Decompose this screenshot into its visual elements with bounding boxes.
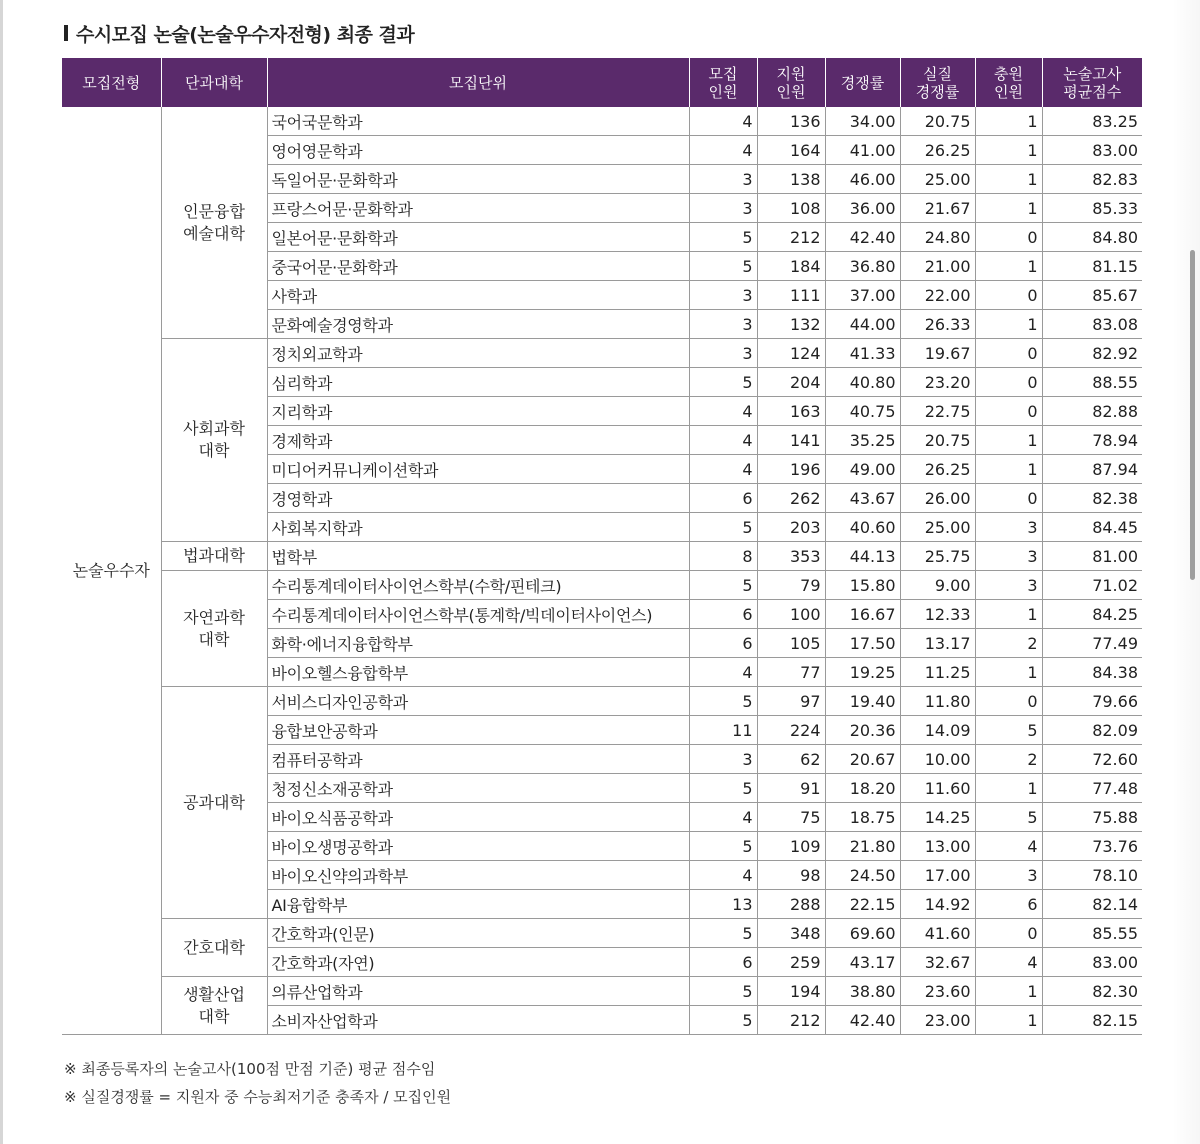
competition-rate-cell: 24.50 bbox=[825, 861, 900, 890]
essay-average-score-cell: 72.60 bbox=[1042, 745, 1142, 774]
real-competition-rate-cell: 14.25 bbox=[900, 803, 975, 832]
additional-admits-cell: 0 bbox=[975, 919, 1042, 948]
real-competition-rate-cell: 9.00 bbox=[900, 571, 975, 600]
unit-name-cell: 문화예술경영학과 bbox=[267, 310, 689, 339]
real-competition-rate-cell: 17.00 bbox=[900, 861, 975, 890]
unit-name-cell: 서비스디자인공학과 bbox=[267, 687, 689, 716]
competition-rate-cell: 42.40 bbox=[825, 223, 900, 252]
quota-cell: 5 bbox=[689, 513, 757, 542]
applicants-cell: 62 bbox=[757, 745, 825, 774]
additional-admits-cell: 4 bbox=[975, 832, 1042, 861]
essay-average-score-cell: 82.09 bbox=[1042, 716, 1142, 745]
competition-rate-cell: 42.40 bbox=[825, 1006, 900, 1035]
competition-rate-cell: 19.40 bbox=[825, 687, 900, 716]
applicants-cell: 164 bbox=[757, 136, 825, 165]
window-left-edge bbox=[0, 0, 3, 1144]
table-row bbox=[62, 919, 1142, 948]
unit-name-cell: 지리학과 bbox=[267, 397, 689, 426]
unit-name-cell: 청정신소재공학과 bbox=[267, 774, 689, 803]
essay-average-score-cell: 82.30 bbox=[1042, 977, 1142, 1006]
table-row bbox=[62, 571, 1142, 600]
quota-cell: 5 bbox=[689, 832, 757, 861]
real-competition-rate-cell: 11.25 bbox=[900, 658, 975, 687]
real-competition-rate-cell: 25.00 bbox=[900, 165, 975, 194]
applicants-cell: 98 bbox=[757, 861, 825, 890]
real-competition-rate-cell: 26.00 bbox=[900, 484, 975, 513]
essay-average-score-cell: 71.02 bbox=[1042, 571, 1142, 600]
essay-average-score-cell: 84.38 bbox=[1042, 658, 1142, 687]
applicants-cell: 353 bbox=[757, 542, 825, 571]
unit-name-cell: 영어영문학과 bbox=[267, 136, 689, 165]
table-header bbox=[62, 58, 1142, 107]
competition-rate-cell: 41.00 bbox=[825, 136, 900, 165]
unit-name-cell: 일본어문·문화학과 bbox=[267, 223, 689, 252]
admission-type-cell: 논술우수자 bbox=[62, 107, 161, 1035]
column-header: 충원 인원 bbox=[975, 58, 1042, 107]
applicants-cell: 203 bbox=[757, 513, 825, 542]
unit-name-cell: 독일어문·문화학과 bbox=[267, 165, 689, 194]
essay-average-score-cell: 83.08 bbox=[1042, 310, 1142, 339]
unit-name-cell: 바이오생명공학과 bbox=[267, 832, 689, 861]
unit-name-cell: 바이오신약의과학부 bbox=[267, 861, 689, 890]
competition-rate-cell: 44.13 bbox=[825, 542, 900, 571]
quota-cell: 3 bbox=[689, 339, 757, 368]
column-header: 논술고사 평균점수 bbox=[1042, 58, 1142, 107]
real-competition-rate-cell: 11.60 bbox=[900, 774, 975, 803]
additional-admits-cell: 5 bbox=[975, 803, 1042, 832]
unit-name-cell: 의류산업학과 bbox=[267, 977, 689, 1006]
unit-name-cell: 수리통계데이터사이언스학부(수학/핀테크) bbox=[267, 571, 689, 600]
results-table bbox=[62, 58, 1142, 1035]
applicants-cell: 109 bbox=[757, 832, 825, 861]
real-competition-rate-cell: 25.75 bbox=[900, 542, 975, 571]
applicants-cell: 136 bbox=[757, 107, 825, 136]
table-row bbox=[62, 339, 1142, 368]
quota-cell: 11 bbox=[689, 716, 757, 745]
unit-name-cell: 수리통계데이터사이언스학부(통계학/빅데이터사이언스) bbox=[267, 600, 689, 629]
essay-average-score-cell: 73.76 bbox=[1042, 832, 1142, 861]
additional-admits-cell: 1 bbox=[975, 774, 1042, 803]
essay-average-score-cell: 75.88 bbox=[1042, 803, 1142, 832]
essay-average-score-cell: 82.14 bbox=[1042, 890, 1142, 919]
essay-average-score-cell: 84.80 bbox=[1042, 223, 1142, 252]
essay-average-score-cell: 84.45 bbox=[1042, 513, 1142, 542]
additional-admits-cell: 1 bbox=[975, 194, 1042, 223]
applicants-cell: 163 bbox=[757, 397, 825, 426]
additional-admits-cell: 1 bbox=[975, 1006, 1042, 1035]
applicants-cell: 196 bbox=[757, 455, 825, 484]
real-competition-rate-cell: 10.00 bbox=[900, 745, 975, 774]
quota-cell: 4 bbox=[689, 803, 757, 832]
applicants-cell: 100 bbox=[757, 600, 825, 629]
table-row bbox=[62, 542, 1142, 571]
essay-average-score-cell: 83.00 bbox=[1042, 136, 1142, 165]
unit-name-cell: 경영학과 bbox=[267, 484, 689, 513]
quota-cell: 6 bbox=[689, 600, 757, 629]
additional-admits-cell: 3 bbox=[975, 542, 1042, 571]
column-header: 모집전형 bbox=[62, 58, 161, 107]
unit-name-cell: 화학·에너지융합학부 bbox=[267, 629, 689, 658]
competition-rate-cell: 36.00 bbox=[825, 194, 900, 223]
additional-admits-cell: 1 bbox=[975, 252, 1042, 281]
quota-cell: 5 bbox=[689, 977, 757, 1006]
table-row bbox=[62, 107, 1142, 136]
applicants-cell: 138 bbox=[757, 165, 825, 194]
applicants-cell: 108 bbox=[757, 194, 825, 223]
column-header: 단과대학 bbox=[161, 58, 267, 107]
real-competition-rate-cell: 41.60 bbox=[900, 919, 975, 948]
essay-average-score-cell: 77.49 bbox=[1042, 629, 1142, 658]
scrollbar-thumb[interactable] bbox=[1190, 250, 1195, 580]
competition-rate-cell: 43.17 bbox=[825, 948, 900, 977]
applicants-cell: 79 bbox=[757, 571, 825, 600]
competition-rate-cell: 40.75 bbox=[825, 397, 900, 426]
real-competition-rate-cell: 32.67 bbox=[900, 948, 975, 977]
unit-name-cell: AI융합학부 bbox=[267, 890, 689, 919]
unit-name-cell: 사학과 bbox=[267, 281, 689, 310]
page-edge-shadow bbox=[1172, 0, 1200, 1144]
unit-name-cell: 바이오헬스융합학부 bbox=[267, 658, 689, 687]
quota-cell: 3 bbox=[689, 194, 757, 223]
additional-admits-cell: 3 bbox=[975, 861, 1042, 890]
quota-cell: 6 bbox=[689, 484, 757, 513]
unit-name-cell: 소비자산업학과 bbox=[267, 1006, 689, 1035]
applicants-cell: 77 bbox=[757, 658, 825, 687]
quota-cell: 4 bbox=[689, 136, 757, 165]
unit-name-cell: 프랑스어문·문화학과 bbox=[267, 194, 689, 223]
table-body bbox=[62, 107, 1142, 1035]
real-competition-rate-cell: 14.09 bbox=[900, 716, 975, 745]
additional-admits-cell: 1 bbox=[975, 600, 1042, 629]
real-competition-rate-cell: 21.00 bbox=[900, 252, 975, 281]
footnote-2: ※ 실질경쟁률 = 지원자 중 수능최저기준 충족자 / 모집인원 bbox=[64, 1088, 452, 1106]
additional-admits-cell: 0 bbox=[975, 368, 1042, 397]
essay-average-score-cell: 88.55 bbox=[1042, 368, 1142, 397]
unit-name-cell: 컴퓨터공학과 bbox=[267, 745, 689, 774]
applicants-cell: 184 bbox=[757, 252, 825, 281]
additional-admits-cell: 0 bbox=[975, 687, 1042, 716]
quota-cell: 4 bbox=[689, 658, 757, 687]
essay-average-score-cell: 81.15 bbox=[1042, 252, 1142, 281]
applicants-cell: 204 bbox=[757, 368, 825, 397]
college-cell: 공과대학 bbox=[161, 687, 267, 919]
real-competition-rate-cell: 23.00 bbox=[900, 1006, 975, 1035]
additional-admits-cell: 1 bbox=[975, 136, 1042, 165]
additional-admits-cell: 2 bbox=[975, 745, 1042, 774]
column-header: 실질 경쟁률 bbox=[900, 58, 975, 107]
unit-name-cell: 국어국문학과 bbox=[267, 107, 689, 136]
real-competition-rate-cell: 25.00 bbox=[900, 513, 975, 542]
real-competition-rate-cell: 13.17 bbox=[900, 629, 975, 658]
additional-admits-cell: 0 bbox=[975, 223, 1042, 252]
applicants-cell: 91 bbox=[757, 774, 825, 803]
competition-rate-cell: 46.00 bbox=[825, 165, 900, 194]
college-cell: 자연과학 대학 bbox=[161, 571, 267, 687]
unit-name-cell: 정치외교학과 bbox=[267, 339, 689, 368]
quota-cell: 5 bbox=[689, 571, 757, 600]
applicants-cell: 75 bbox=[757, 803, 825, 832]
unit-name-cell: 미디어커뮤니케이션학과 bbox=[267, 455, 689, 484]
unit-name-cell: 사회복지학과 bbox=[267, 513, 689, 542]
real-competition-rate-cell: 13.00 bbox=[900, 832, 975, 861]
quota-cell: 5 bbox=[689, 368, 757, 397]
competition-rate-cell: 38.80 bbox=[825, 977, 900, 1006]
additional-admits-cell: 2 bbox=[975, 629, 1042, 658]
unit-name-cell: 경제학과 bbox=[267, 426, 689, 455]
applicants-cell: 212 bbox=[757, 1006, 825, 1035]
additional-admits-cell: 1 bbox=[975, 165, 1042, 194]
quota-cell: 6 bbox=[689, 948, 757, 977]
column-header: 모집단위 bbox=[267, 58, 689, 107]
unit-name-cell: 법학부 bbox=[267, 542, 689, 571]
applicants-cell: 132 bbox=[757, 310, 825, 339]
essay-average-score-cell: 83.00 bbox=[1042, 948, 1142, 977]
footnotes bbox=[64, 1055, 451, 1111]
real-competition-rate-cell: 26.25 bbox=[900, 136, 975, 165]
essay-average-score-cell: 85.33 bbox=[1042, 194, 1142, 223]
college-cell: 간호대학 bbox=[161, 919, 267, 977]
table-row bbox=[62, 977, 1142, 1006]
college-cell: 법과대학 bbox=[161, 542, 267, 571]
essay-average-score-cell: 82.92 bbox=[1042, 339, 1142, 368]
real-competition-rate-cell: 26.25 bbox=[900, 455, 975, 484]
competition-rate-cell: 34.00 bbox=[825, 107, 900, 136]
unit-name-cell: 간호학과(인문) bbox=[267, 919, 689, 948]
essay-average-score-cell: 78.10 bbox=[1042, 861, 1142, 890]
table-row bbox=[62, 687, 1142, 716]
quota-cell: 13 bbox=[689, 890, 757, 919]
real-competition-rate-cell: 20.75 bbox=[900, 107, 975, 136]
competition-rate-cell: 43.67 bbox=[825, 484, 900, 513]
essay-average-score-cell: 82.88 bbox=[1042, 397, 1142, 426]
section-heading bbox=[64, 20, 414, 46]
competition-rate-cell: 20.67 bbox=[825, 745, 900, 774]
competition-rate-cell: 16.67 bbox=[825, 600, 900, 629]
additional-admits-cell: 1 bbox=[975, 426, 1042, 455]
additional-admits-cell: 0 bbox=[975, 281, 1042, 310]
applicants-cell: 212 bbox=[757, 223, 825, 252]
real-competition-rate-cell: 22.75 bbox=[900, 397, 975, 426]
heading-bar-icon bbox=[64, 25, 68, 41]
essay-average-score-cell: 87.94 bbox=[1042, 455, 1142, 484]
additional-admits-cell: 4 bbox=[975, 948, 1042, 977]
additional-admits-cell: 6 bbox=[975, 890, 1042, 919]
essay-average-score-cell: 84.25 bbox=[1042, 600, 1142, 629]
quota-cell: 4 bbox=[689, 397, 757, 426]
additional-admits-cell: 5 bbox=[975, 716, 1042, 745]
column-header: 경쟁률 bbox=[825, 58, 900, 107]
quota-cell: 4 bbox=[689, 107, 757, 136]
quota-cell: 3 bbox=[689, 745, 757, 774]
quota-cell: 5 bbox=[689, 252, 757, 281]
quota-cell: 3 bbox=[689, 281, 757, 310]
competition-rate-cell: 40.80 bbox=[825, 368, 900, 397]
competition-rate-cell: 69.60 bbox=[825, 919, 900, 948]
essay-average-score-cell: 82.15 bbox=[1042, 1006, 1142, 1035]
applicants-cell: 288 bbox=[757, 890, 825, 919]
footnote-1: ※ 최종등록자의 논술고사(100점 만점 기준) 평균 점수임 bbox=[64, 1060, 436, 1078]
additional-admits-cell: 0 bbox=[975, 397, 1042, 426]
column-header: 지원 인원 bbox=[757, 58, 825, 107]
essay-average-score-cell: 79.66 bbox=[1042, 687, 1142, 716]
competition-rate-cell: 37.00 bbox=[825, 281, 900, 310]
competition-rate-cell: 15.80 bbox=[825, 571, 900, 600]
essay-average-score-cell: 85.55 bbox=[1042, 919, 1142, 948]
applicants-cell: 105 bbox=[757, 629, 825, 658]
additional-admits-cell: 1 bbox=[975, 107, 1042, 136]
applicants-cell: 194 bbox=[757, 977, 825, 1006]
essay-average-score-cell: 81.00 bbox=[1042, 542, 1142, 571]
real-competition-rate-cell: 11.80 bbox=[900, 687, 975, 716]
quota-cell: 5 bbox=[689, 1006, 757, 1035]
quota-cell: 5 bbox=[689, 774, 757, 803]
column-header: 모집 인원 bbox=[689, 58, 757, 107]
quota-cell: 8 bbox=[689, 542, 757, 571]
essay-average-score-cell: 77.48 bbox=[1042, 774, 1142, 803]
applicants-cell: 124 bbox=[757, 339, 825, 368]
applicants-cell: 97 bbox=[757, 687, 825, 716]
quota-cell: 4 bbox=[689, 455, 757, 484]
real-competition-rate-cell: 21.67 bbox=[900, 194, 975, 223]
page-title: 수시모집 논술(논술우수자전형) 최종 결과 bbox=[76, 23, 415, 46]
real-competition-rate-cell: 22.00 bbox=[900, 281, 975, 310]
real-competition-rate-cell: 12.33 bbox=[900, 600, 975, 629]
quota-cell: 4 bbox=[689, 861, 757, 890]
applicants-cell: 111 bbox=[757, 281, 825, 310]
college-cell: 사회과학 대학 bbox=[161, 339, 267, 542]
applicants-cell: 259 bbox=[757, 948, 825, 977]
essay-average-score-cell: 78.94 bbox=[1042, 426, 1142, 455]
competition-rate-cell: 35.25 bbox=[825, 426, 900, 455]
unit-name-cell: 심리학과 bbox=[267, 368, 689, 397]
quota-cell: 3 bbox=[689, 310, 757, 339]
competition-rate-cell: 21.80 bbox=[825, 832, 900, 861]
quota-cell: 5 bbox=[689, 223, 757, 252]
real-competition-rate-cell: 20.75 bbox=[900, 426, 975, 455]
competition-rate-cell: 40.60 bbox=[825, 513, 900, 542]
quota-cell: 4 bbox=[689, 426, 757, 455]
college-cell: 인문융합 예술대학 bbox=[161, 107, 267, 339]
essay-average-score-cell: 82.38 bbox=[1042, 484, 1142, 513]
essay-average-score-cell: 83.25 bbox=[1042, 107, 1142, 136]
additional-admits-cell: 3 bbox=[975, 571, 1042, 600]
quota-cell: 6 bbox=[689, 629, 757, 658]
header-row bbox=[62, 58, 1142, 107]
unit-name-cell: 바이오식품공학과 bbox=[267, 803, 689, 832]
real-competition-rate-cell: 26.33 bbox=[900, 310, 975, 339]
college-cell: 생활산업 대학 bbox=[161, 977, 267, 1035]
competition-rate-cell: 36.80 bbox=[825, 252, 900, 281]
real-competition-rate-cell: 24.80 bbox=[900, 223, 975, 252]
additional-admits-cell: 0 bbox=[975, 484, 1042, 513]
competition-rate-cell: 20.36 bbox=[825, 716, 900, 745]
additional-admits-cell: 1 bbox=[975, 455, 1042, 484]
quota-cell: 5 bbox=[689, 687, 757, 716]
competition-rate-cell: 41.33 bbox=[825, 339, 900, 368]
competition-rate-cell: 44.00 bbox=[825, 310, 900, 339]
additional-admits-cell: 0 bbox=[975, 339, 1042, 368]
competition-rate-cell: 22.15 bbox=[825, 890, 900, 919]
applicants-cell: 348 bbox=[757, 919, 825, 948]
competition-rate-cell: 17.50 bbox=[825, 629, 900, 658]
essay-average-score-cell: 85.67 bbox=[1042, 281, 1142, 310]
competition-rate-cell: 18.75 bbox=[825, 803, 900, 832]
additional-admits-cell: 3 bbox=[975, 513, 1042, 542]
competition-rate-cell: 19.25 bbox=[825, 658, 900, 687]
applicants-cell: 141 bbox=[757, 426, 825, 455]
applicants-cell: 262 bbox=[757, 484, 825, 513]
competition-rate-cell: 49.00 bbox=[825, 455, 900, 484]
additional-admits-cell: 1 bbox=[975, 658, 1042, 687]
quota-cell: 3 bbox=[689, 165, 757, 194]
additional-admits-cell: 1 bbox=[975, 310, 1042, 339]
competition-rate-cell: 18.20 bbox=[825, 774, 900, 803]
applicants-cell: 224 bbox=[757, 716, 825, 745]
additional-admits-cell: 1 bbox=[975, 977, 1042, 1006]
quota-cell: 5 bbox=[689, 919, 757, 948]
unit-name-cell: 간호학과(자연) bbox=[267, 948, 689, 977]
essay-average-score-cell: 82.83 bbox=[1042, 165, 1142, 194]
real-competition-rate-cell: 14.92 bbox=[900, 890, 975, 919]
unit-name-cell: 융합보안공학과 bbox=[267, 716, 689, 745]
real-competition-rate-cell: 23.20 bbox=[900, 368, 975, 397]
real-competition-rate-cell: 19.67 bbox=[900, 339, 975, 368]
real-competition-rate-cell: 23.60 bbox=[900, 977, 975, 1006]
unit-name-cell: 중국어문·문화학과 bbox=[267, 252, 689, 281]
